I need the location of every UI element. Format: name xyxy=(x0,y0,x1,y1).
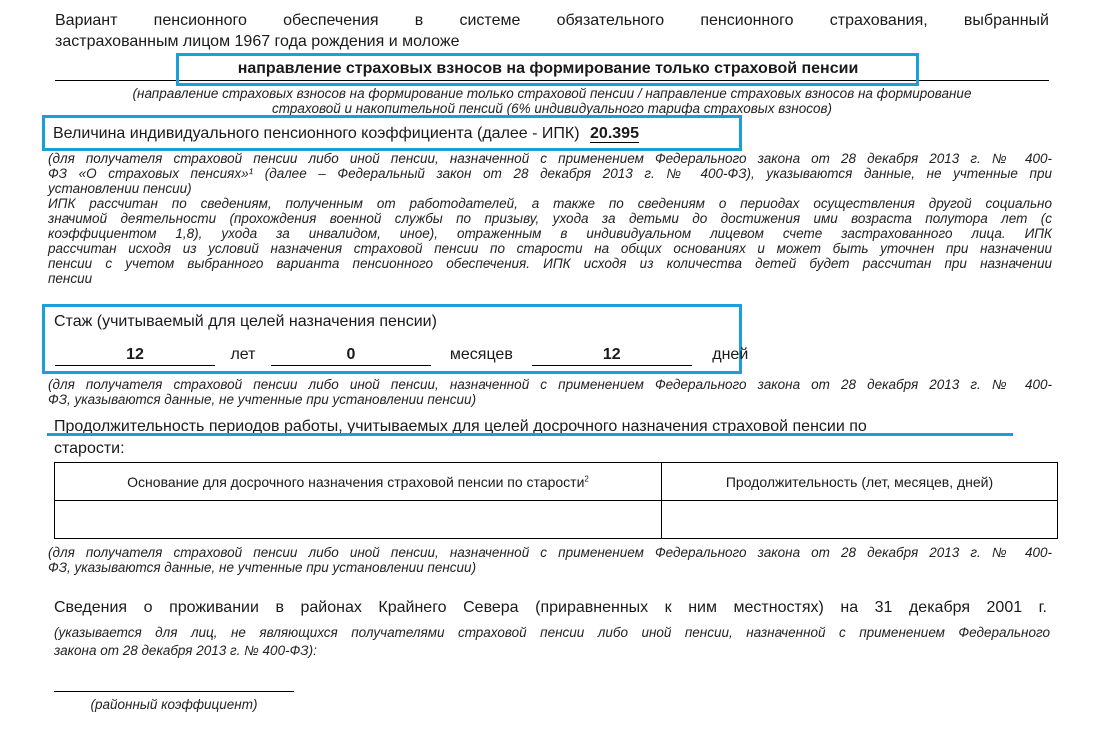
variant-alternatives-line2: страховой и накопительной пенсий (6% индивидуального тарифа страховых взносов) xyxy=(271,101,832,116)
stazh-months-value: 0 xyxy=(271,344,431,366)
early-table xyxy=(54,462,1058,539)
early-table-cell-basis xyxy=(55,501,662,539)
north-heading: Сведения о проживании в районах Крайнего Севера (приравненных к ним местностях) на 31 декабря 2001 г. xyxy=(54,599,1047,616)
early-heading-highlight xyxy=(47,433,1013,436)
selected-variant-highlight xyxy=(176,53,919,86)
early-table-empty-row xyxy=(55,501,1058,539)
early-table-cell-duration xyxy=(662,501,1058,539)
stazh-values-row xyxy=(55,344,748,366)
stazh-months-unit: месяцев xyxy=(449,346,513,363)
early-note-1: (для получателя страховой пенсии либо иной пенсии, назначенной с применением Федерального закона от 28 декабря 2013 г. № 400- xyxy=(48,545,1052,560)
regional-coefficient-line xyxy=(54,691,294,692)
variant-heading-line2: застрахованным лицом 1967 года рождения и моложе xyxy=(55,33,460,50)
footnote-mark-2: 2 xyxy=(584,473,589,483)
early-heading-line1: Продолжительность периодов работы, учитываемых для целей досрочного назначения страховой пенсии по xyxy=(54,418,867,435)
ipk-value: 20.395 xyxy=(590,125,639,142)
early-table-header-row xyxy=(55,463,1058,501)
ipk-note-2: ФЗ «О страховых пенсиях»¹ (далее – Федеральный закон от 28 декабря 2013 г. № 400-ФЗ), указываются данные, не учтенные при xyxy=(48,166,1052,181)
stazh-label: Стаж (учитываемый для целей назначения пенсии) xyxy=(54,313,437,330)
variant-alternatives-line1: (направление страховых взносов на формирование только страховой пенсии / направление страховых взносов на формирование xyxy=(132,86,972,101)
stazh-days-value: 12 xyxy=(532,344,692,366)
stazh-days-unit: дней xyxy=(712,346,749,363)
stazh-years-value: 12 xyxy=(55,344,215,366)
early-table-col-duration: Продолжительность (лет, месяцев, дней) xyxy=(662,463,1058,501)
north-note-1: (указывается для лиц, не являющихся получателями страховой пенсии либо иной пенсии, назначенной с применением Федерального xyxy=(54,625,1050,640)
ipk-note-1: (для получателя страховой пенсии либо иной пенсии, назначенной с применением Федерального закона от 28 декабря 2013 г. № 400- xyxy=(48,151,1052,166)
ipk-note-9: пенсии xyxy=(48,271,93,286)
ipk-note-7: рассчитан исходя из условий назначения страховой пенсии по старости на общих основаниях и может быть уточнен при назначении xyxy=(48,241,1052,256)
regional-coefficient-caption: (районный коэффициент) xyxy=(90,697,258,712)
ipk-note-8: пенсии с учетом выбранного варианта пенсионного обеспечения. ИПК исходя из количества детей будет рассчитан при назначении xyxy=(48,256,1052,271)
ipk-highlight xyxy=(42,115,742,151)
ipk-label: Величина индивидуального пенсионного коэффициента (далее - ИПК) xyxy=(53,125,580,142)
stazh-years-unit: лет xyxy=(230,346,256,363)
ipk-note-3: установлении пенсии) xyxy=(48,181,192,196)
ipk-note-4: ИПК рассчитан по сведениям, полученным от работодателей, а также по сведениям о периодах осуществления другой социально xyxy=(48,196,1052,211)
ipk-note-6: коэффициентом 1,8), ухода за инвалидом, иное), отраженным в индивидуальном лицевом счете застрахованного лица. ИПК xyxy=(48,226,1052,241)
ipk-note-5: значимой деятельности (прохождения военной службы по призыву, ухода за детьми до достижения ими возраста полутора лет (с xyxy=(48,211,1052,226)
stazh-note-1: (для получателя страховой пенсии либо иной пенсии, назначенной с применением Федерального закона от 28 декабря 2013 г. № 400- xyxy=(48,377,1052,392)
variant-heading-line1: Вариант пенсионного обеспечения в системе обязательного пенсионного страхования, выбранный xyxy=(55,12,1049,29)
stazh-note-2: ФЗ, указываются данные, не учтенные при установлении пенсии) xyxy=(48,392,477,407)
north-note-2: закона от 28 декабря 2013 г. № 400-ФЗ): xyxy=(54,643,317,658)
selected-variant: направление страховых взносов на формирование только страховой пенсии xyxy=(237,60,859,77)
early-table-col-basis: Основание для досрочного назначения страховой пенсии по старости$^2$ xyxy=(55,463,662,501)
early-heading-line2: старости: xyxy=(54,440,125,457)
early-note-2: ФЗ, указываются данные, не учтенные при установлении пенсии) xyxy=(48,560,477,575)
